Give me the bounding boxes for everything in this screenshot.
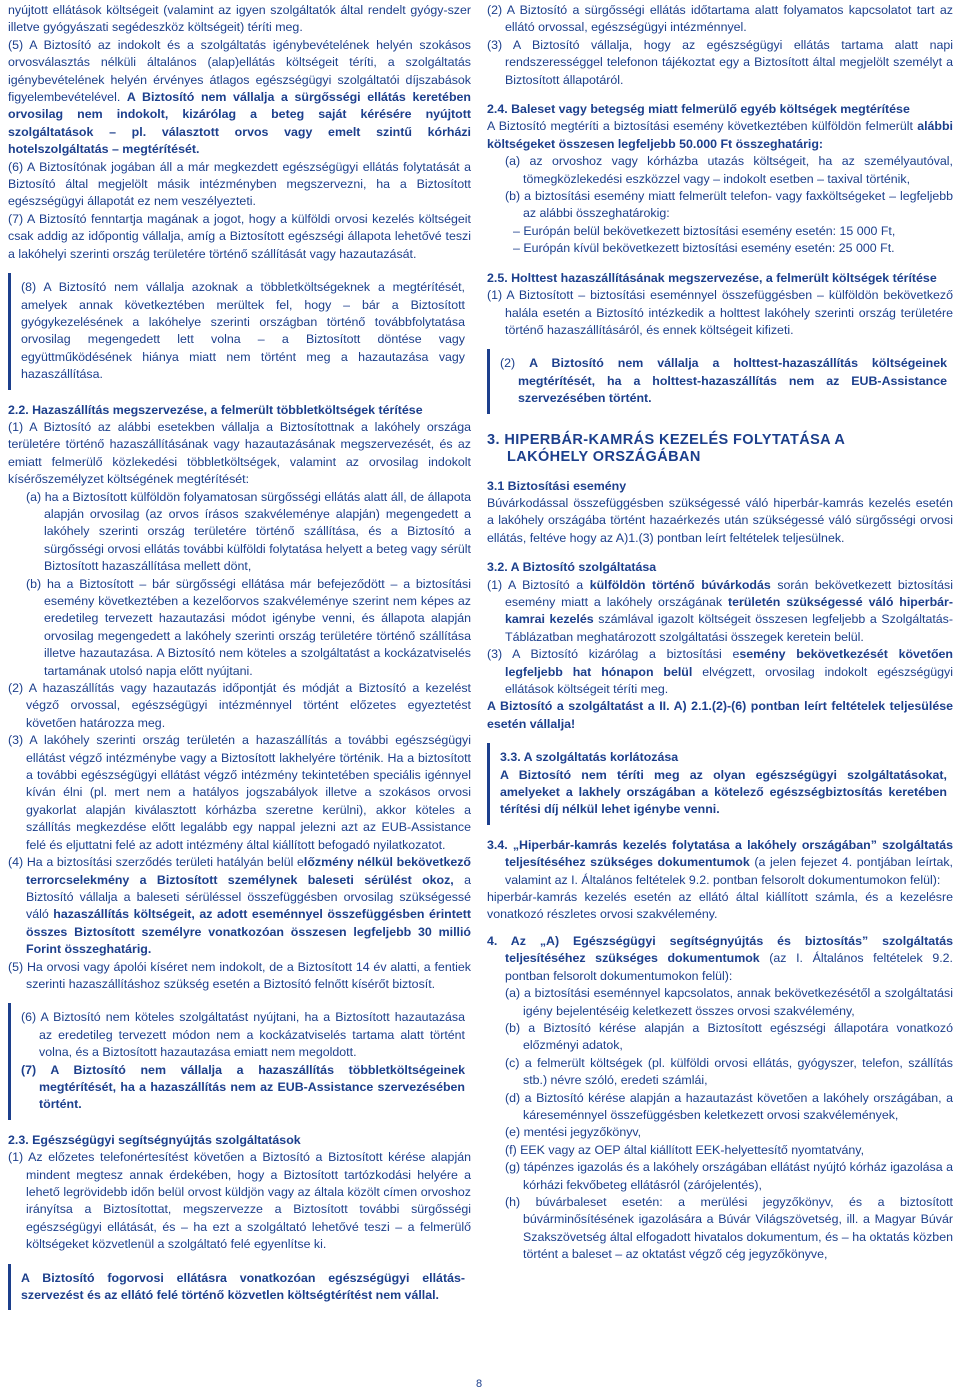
section-heading-3-1: 3.1 Biztosítási esemény	[487, 478, 627, 493]
section-2-2-item-1b: (b) ha a Biztosított – bár sürgősségi ellátása már befejeződött – a biztosítási esemény következtében a kezelőorvos szakvéleménye szerint nem képes az eredetileg tervezett hazautazási módot igénybe venni, és állapota alapján orvosilag megengedett a lakóhely szerinti ország területére történő szállítása illetve hazautazása. A Biztosító nem köteles a szolgáltatást a kockázatviselés tartamának utolsó napja előtt nyújtani.	[26, 576, 471, 678]
section-2-4-limit-outside: – Európán kívül bekövetkezett biztosítási esemény esetén: 25 000 Ft.	[513, 241, 895, 256]
paragraph-5-text: (5) A Biztosító az indokolt és a szolgáltatás igénybevételének helyén szokásos orvosválasztás nélküli általános (alap)ellátás költségeit téríti, a szolgáltatás igénybevételének helyén érvényes átlagos egészségügyi szolgáltatói díjszabások figyelembevételével.	[8, 37, 471, 105]
chapter-heading-3	[487, 432, 953, 466]
doc-item-a: (a) a biztosítási eseménnyel kapcsolatos, annak bekövetkezésétől a szolgáltatási igény bejelentéséig keletkezett összes orvosi szakvélemény,	[505, 986, 953, 1018]
item-1-bold-1: külföldön történő búvárkodás	[589, 577, 771, 592]
chapter-heading-3-line-1: 3. HIPERBÁR-KAMRÁS KEZELÉS FOLYTATÁSA A	[487, 431, 846, 448]
item-4-mid: a Biztosító vállalja a baleseti sérüléssel összefüggésben orvosilag szükségessé váló	[26, 872, 471, 922]
item-2-number: (2)	[500, 356, 530, 371]
paragraph-8: (8) A Biztosító nem vállalja azoknak a többletköltségeknek a megtérítését, amelyek annak következtében merültek fel, hogy – bár a Biztosított gyógykezelésének a lakóhelye szerinti országban történő továbbfolytatása orvosilag megengedett lett volna – a Biztosított döntése vagy együttműködésének hiánya miatt nem történt meg a hazautazása vagy hazaszállítása.	[21, 280, 465, 382]
page-number: 8	[476, 1378, 483, 1390]
section-3-1-text: Búvárkodással összefüggésben szükségessé váló hiperbár-kamrás kezelés esetén a lakóhely országába történt hazaérkezés után szükségessé váló sürgősségi orvosi ellátás, feltéve hogy az A)1.(3) pontban leírt feltételek teljesülnek.	[487, 495, 953, 545]
item-1-text: (1) A Biztosító a	[487, 577, 590, 592]
right-column	[487, 2, 953, 1264]
section-2-4-intro-text: A Biztosító megtéríti a biztosítási esemény következtében külföldön felmerült	[487, 119, 918, 134]
section-3-4-text: (a jelen fejezet 4. pontjában leírtak, valamint az I. Általános feltételek 9.2. pontban felsorolt dokumentumokon felül):	[505, 855, 953, 887]
exclusion-box-6-7	[8, 1003, 471, 1119]
section-2-2-item-7: (7) A Biztosító nem vállalja a hazaszállítás többletköltségeinek megtérítését, ha a hazaszállítás nem az EUB-Assistance szervezésében történt.	[21, 1062, 465, 1112]
section-2-2-item-1a: (a) ha a Biztosított külföldön folyamatosan sürgősségi ellátás alatt áll, de állapota alapján orvosilag (az orvos írásos szakvéleménye alapján) megengedett a lakóhely szerinti ország területére történő szállítása, és a Biztosító a sürgősségi orvosi ellátás további külföldi folytatása helyett a beteg vagy sérült Biztosított hazaszállítása mellett dönt,	[26, 489, 471, 574]
doc-item-d: (d) a Biztosító kérése alapján a hazautazást követően a lakóhely országában, a káreseménnyel összefüggésben keletkezett orvosi szakvélemények,	[505, 1090, 953, 1122]
section-heading-2-2: 2.2. Hazaszállítás megszervezése, a felmerült többletköltségek térítése	[8, 402, 423, 417]
section-2-2-item-1: (1) A Biztosító az alábbi esetekben vállalja a Biztosítottnak a lakóhely országa területére történő hazaszállításának vagy hazautazásának megszervezését, és az emiatt felmerülő közlekedési többletköltségek, valamint az orvosilag indokolt kísérőszemélyzet költségének megtérítését:	[8, 419, 471, 487]
section-2-2-item-6: (6) A Biztosító nem köteles szolgáltatást nyújtani, ha a Biztosított hazautazása az eredetileg tervezett módon nem a kockázatviselés tartama alatt történt volna, és a Biztosított hazautazása emiatt nem megoldott.	[21, 1010, 465, 1060]
item-2-bold: A Biztosító nem vállalja a holttest-hazaszállítás költségeinek megtérítését, ha a holttest-hazaszállítás nem az EUB-Assistance szervezésében történt.	[518, 356, 947, 406]
section-2-5-item-1: (1) A Biztosított – biztosítási eseménnyel összefüggésben – külföldön bekövetkező halála esetén a Biztosító intézkedik a holttest lakóhely szerinti ország területére történő hazaszállításáról, és ennek költségeit kifizeti.	[487, 288, 953, 337]
section-heading-2-3: 2.3. Egészségügyi segítségnyújtás szolgáltatások	[8, 1132, 301, 1147]
section-4-text: (az I. Általános feltételek 9.2. pontban felsorolt dokumentumokon felül):	[505, 951, 953, 983]
section-4	[487, 933, 953, 985]
paragraph-intro: nyújtott ellátások költségeit (valamint az igyen szolgáltatók által rendelt gyógy-szer illetve gyógyászati segédeszköz költségeit) téríti meg.	[8, 3, 471, 35]
doc-item-e: (e) mentési jegyzőkönyv,	[505, 1125, 642, 1140]
section-3-2-item-3	[487, 646, 953, 698]
item-1-post: számlával igazolt költségeit összesen legfeljebb a Szolgáltatás-Táblázatban meghatározott szolgáltatási összegek keretein belül.	[505, 612, 953, 644]
section-3-2-item-1	[487, 577, 953, 647]
exclusion-box-dental	[8, 1264, 471, 1311]
item-3-bold: semény bekövetkezését követően legfeljebb hat hónapon belül	[505, 647, 953, 679]
section-2-2-item-5: (5) Ha orvosi vagy ápolói kíséret nem indokolt, de a Biztosított 14 év alatti, a fentiek szerinti hazaszállításhoz szükség esetén a Biztosító felnőtt kísérőt biztosít.	[8, 959, 471, 991]
left-column	[8, 2, 471, 1322]
section-2-2-item-3: (3) A lakóhely szerinti ország területén a hazaszállítás a további egészségügyi ellátást végző intézménybe vagy a Biztosított lakhelyére történik. Ha a biztosított a további egészségügyi ellátást végző intézmény tekintetében speciális igénnyel kíván élni (pl. mert nem a hatályos jogszabályok illetve a szokásos orvosi gyakorlat alapján kiválasztott kórházba szeretne kerülni), akkor köteles a szállítás megkezdése előtt legalább egy nappal jelezni azt az EUB-Assistance felé és eljuttatni felé az adott intézmény által kiállított befogadó nyilatkozatot.	[8, 733, 471, 852]
item-1-mid: során bekövetkezett biztosítási esemény miatt a lakóhely országának	[505, 577, 954, 609]
section-heading-3-3: 3.3. A szolgáltatás korlátozása	[500, 750, 679, 765]
doc-item-g: (g) tápénzes igazolás és a lakóhely országában ellátást nyújtó kórház igazolása a kórházi fekvőbeteg ellátásról (zárójelentés),	[505, 1160, 953, 1192]
section-2-4-intro-bold: alábbi költségeket összesen legfeljebb 50.000 Ft összeghatárig:	[487, 119, 953, 151]
section-2-3-item-2: (2) A Biztosító a sürgősségi ellátás időtartama alatt folyamatos kapcsolatot tart az ellátó orvossal, egészségügyi intézménnyel.	[487, 3, 953, 35]
section-2-5-item-2	[500, 355, 947, 407]
section-2-4-limit-europe: – Európán belül bekövetkezett biztosítási esemény esetén: 15 000 Ft,	[513, 223, 896, 238]
paragraph-6: (6) A Biztosítónak jogában áll a már megkezdett egészségügyi ellátás folytatását a Biztosító által megjelölt másik intézményben megszervezni, ha a Biztosított egészségügyi állapotát ez nem veszélyezteti.	[8, 159, 471, 209]
section-2-4-intro	[487, 118, 953, 153]
paragraph-5-bold: A Biztosító nem vállalja a sürgősségi ellátás keretében orvosilag nem indokolt, kizárólag a beteg saját kérésére nyújtott szolgáltatások	[8, 90, 471, 139]
exclusion-box-2-5	[487, 349, 953, 413]
section-heading-2-4: 2.4. Baleset vagy betegség miatt felmerülő egyéb költségek megtérítése	[487, 102, 910, 117]
item-4-bold-2: hazaszállítás költségeit, az adott eseménnyel összefüggésben érintett összes Biztosított személyre vonatkozóan összesen legfeljebb 30 millió Forint összeghatárig.	[26, 907, 471, 957]
section-2-2-item-2: (2) A hazaszállítás vagy hazautazás időpontját és módját a Biztosító a kezelést végző orvossal, egészségügyi intézménnyel történt előzetes egyeztetést követően határozza meg.	[8, 681, 471, 730]
section-3-4	[487, 837, 953, 889]
dental-exclusion: A Biztosító fogorvosi ellátásra vonatkozóan egészségügyi ellátás-szervezést és az ellátó felé történő közvetlen költségtérítést nem vállal.	[21, 1270, 465, 1303]
section-heading-3-4: 3.4. „Hiperbár-kamrás kezelés folytatása a lakóhely országában” szolgáltatás teljesítéséhez szükséges dokumentumok	[487, 837, 953, 870]
section-2-4-item-a: (a) az orvoshoz vagy kórházba utazás költségeit, ha az személyautóval, tömegközlekedési eszközzel vagy – indokolt esetben – taxival történik,	[505, 154, 953, 186]
item-3-post: elvégzett, orvosilag indokolt egészségügyi ellátások költségeit téríti meg.	[505, 664, 954, 696]
section-2-2-item-4	[8, 854, 471, 958]
item-1-bold-2: területén szükségessé váló hiperbár-kamrai kezelés	[505, 594, 953, 627]
paragraph-5-bold-cont: – pl. választott orvos vagy emelt szintű kórházi hotelszolgáltatás – megtérítését.	[8, 124, 471, 157]
doc-item-b: (b) a Biztosító kérése alapján a Biztosított egészségi állapotára vonatkozó előzményi adatok,	[505, 1020, 953, 1053]
section-3-4-docs: hiperbár-kamrás kezelés esetén az ellátó által kiállított számla, és a kezelésre vonatkozó részletes orvosi szakvélemény.	[487, 890, 953, 922]
section-2-4-item-b: (b) a biztosítási esemény miatt felmerült telefon- vagy faxköltségeket – legfeljebb az alábbi összeghatárokig:	[505, 189, 953, 221]
paragraph-7: (7) A Biztosító fenntartja magának a jogot, hogy a külföldi orvosi kezelés költségeit csak addig az időpontig vállalja, amíg a Biztosított egészségi állapota lehetővé teszi a lakóhelyi szerinti ország területére történő szállítását vagy hazautazását.	[8, 211, 471, 261]
exclusion-box-3-3	[487, 743, 953, 825]
item-3-text: (3) A Biztosító kizárólag a biztosítási e	[487, 647, 740, 662]
section-3-2-condition: A Biztosító a szolgáltatást a II. A) 2.1.(2)-(6) pontban leírt feltételek teljesülése esetén vállalja!	[487, 699, 953, 731]
item-4-text: (4) Ha a biztosítási szerződés területi hatályán belül e	[8, 855, 304, 870]
section-3-3-text: A Biztosító nem téríti meg az olyan egészségügyi szolgáltatásokat, amelyeket a lakhely országában a kötelező egészségbiztosítás keretében térítési díj nélkül lehet igénybe venni.	[500, 767, 947, 817]
chapter-heading-3-line-2: LAKÓHELY ORSZÁGÁBAN	[507, 448, 701, 465]
section-heading-3-2: 3.2. A Biztosító szolgáltatása	[487, 560, 657, 575]
section-heading-4: 4. Az „A) Egészségügyi segítségnyújtás és biztosítás” szolgáltatás teljesítéséhez szükséges dokumentumok	[487, 933, 953, 966]
doc-item-f: (f) EEK vagy az OEP által kiállított EEK-helyettesítő nyomtatvány,	[505, 1142, 865, 1157]
exclusion-box-8	[8, 273, 471, 389]
paragraph-5	[8, 37, 471, 159]
section-heading-2-5: 2.5. Holttest hazaszállításának megszervezése, a felmerült költségek térítése	[487, 270, 937, 285]
section-2-3-item-1: (1) Az előzetes telefonértesítést követően a Biztosító a Biztosított kérése alapján mindent megtesz annak érdekében, hogy a Biztosított tartózkodási helyére a lehető legrövidebb időn belül orvost küldjön vagy az általa közölt címen orvoshoz irányítsa a Biztosítottat, megszervezze a Biztosított további sürgősségi egészségügyi ellátását, és – ha ezt a szolgáltató lehetővé teszi – a felmerülő költségeket közvetlenül a szolgáltató felé egyenlítse ki.	[8, 1150, 471, 1252]
item-4-bold-1: lőzmény nélkül bekövetkező terrorcselekmény a Biztosított személynek baleseti sérülést okoz,	[26, 855, 471, 887]
doc-item-c: (c) a felmerült költségek (pl. külföldi orvosi ellátás, gyógyszer, telefon, szállítás stb.) névre szóló, eredeti számlái,	[505, 1055, 953, 1088]
doc-item-h: (h) búvárbaleset esetén: a merülési jegyzőkönyv, és a biztosított búvárminősítésének igazolására a Búvár Világszövetség, ill. a Magyar Búvár Szakszövetség által elfogadott hivatalos dokumentum, és – ha oktatás közben történt a baleset – az oktatást végző cég jegyzőkönyve,	[505, 1194, 953, 1262]
section-2-3-item-3: (3) A Biztosító vállalja, hogy az egészségügyi ellátás tartama alatt napi rendszerességgel telefonon tájékoztat egy a Biztosított által megjelölt személyt a Biztosított állapotáról.	[487, 37, 953, 87]
